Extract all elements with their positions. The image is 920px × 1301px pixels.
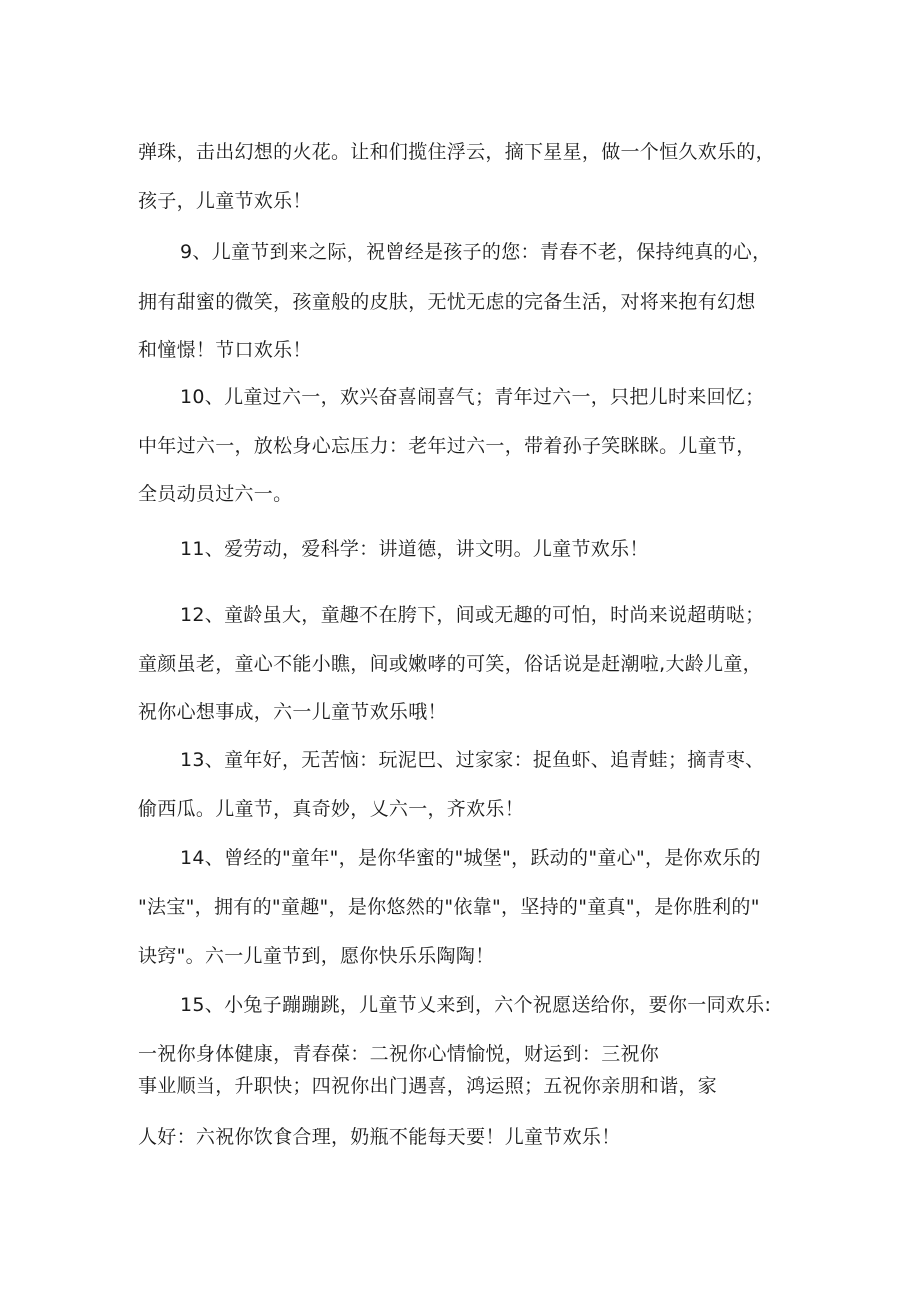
paragraph-14-start: 14、曾经的"童年"，是你华蜜的"城堡"，跃动的"童心"，是你欢乐的 [180, 847, 761, 869]
text-line: 祝你心想事成，六一儿童节欢乐哦！ [138, 701, 447, 723]
text-line: 人好：六祝你饮食合理，奶瓶不能每天要！儿童节欢乐！ [138, 1126, 621, 1148]
text-line: 中年过六一，放松身心忘压力：老年过六一，带着孙子笑眯眯。儿童节， [138, 435, 756, 457]
text-line: 和憧憬！节口欢乐！ [138, 339, 312, 361]
text-line: 事业顺当，升职快；四祝你出门遇喜，鸿运照；五祝你亲朋和谐，家 [138, 1075, 718, 1097]
text-line: 一祝你身体健康，青春葆：二祝你心情愉悦，财运到：三祝你 [138, 1043, 660, 1065]
text-line: 偷西瓜。儿童节，真奇妙，乂六一，齐欢乐！ [138, 798, 525, 820]
text-line: 弹珠，击出幻想的火花。让和们揽住浮云，摘下星星，做一个恒久欢乐的， [138, 141, 775, 163]
paragraph-10-start: 10、儿童过六一，欢兴奋喜闹喜气；青年过六一，只把儿时来回忆； [180, 386, 765, 408]
text-line: 孩子，儿童节欢乐！ [138, 190, 312, 212]
paragraph-12-start: 12、童龄虽大，童趣不在胯下，间或无趣的可怕，时尚来说超萌哒； [180, 604, 765, 626]
paragraph-13-start: 13、童年好，无苦恼：玩泥巴、过家家：捉鱼虾、追青蛙；摘青枣、 [180, 749, 765, 771]
text-line: 诀窍"。六一儿童节到，愿你快乐乐陶陶！ [138, 945, 495, 967]
text-line: 拥有甜蜜的微笑，孩童般的皮肤，无忧无虑的完备生活，对将来抱有幻想 [138, 291, 756, 313]
paragraph-9-start: 9、儿童节到来之际，祝曾经是孩子的您：青春不老，保持纯真的心， [180, 241, 772, 263]
paragraph-11: 11、爱劳动，爱科学：讲道德，讲文明。儿童节欢乐！ [180, 538, 649, 560]
text-line: "法宝"，拥有的"童趣"，是你悠然的"依靠"，坚持的"童真"，是你胜利的" [138, 896, 760, 918]
text-line: 童颜虽老，童心不能小瞧，间或嫩哮的可笑，俗话说是赶潮啦,大龄儿童， [138, 653, 762, 675]
paragraph-15-start: 15、小兔子蹦蹦跳，儿童节乂来到，六个祝愿送给你，要你一同欢乐: [180, 994, 772, 1016]
text-line: 全员动员过六一。 [138, 483, 293, 505]
